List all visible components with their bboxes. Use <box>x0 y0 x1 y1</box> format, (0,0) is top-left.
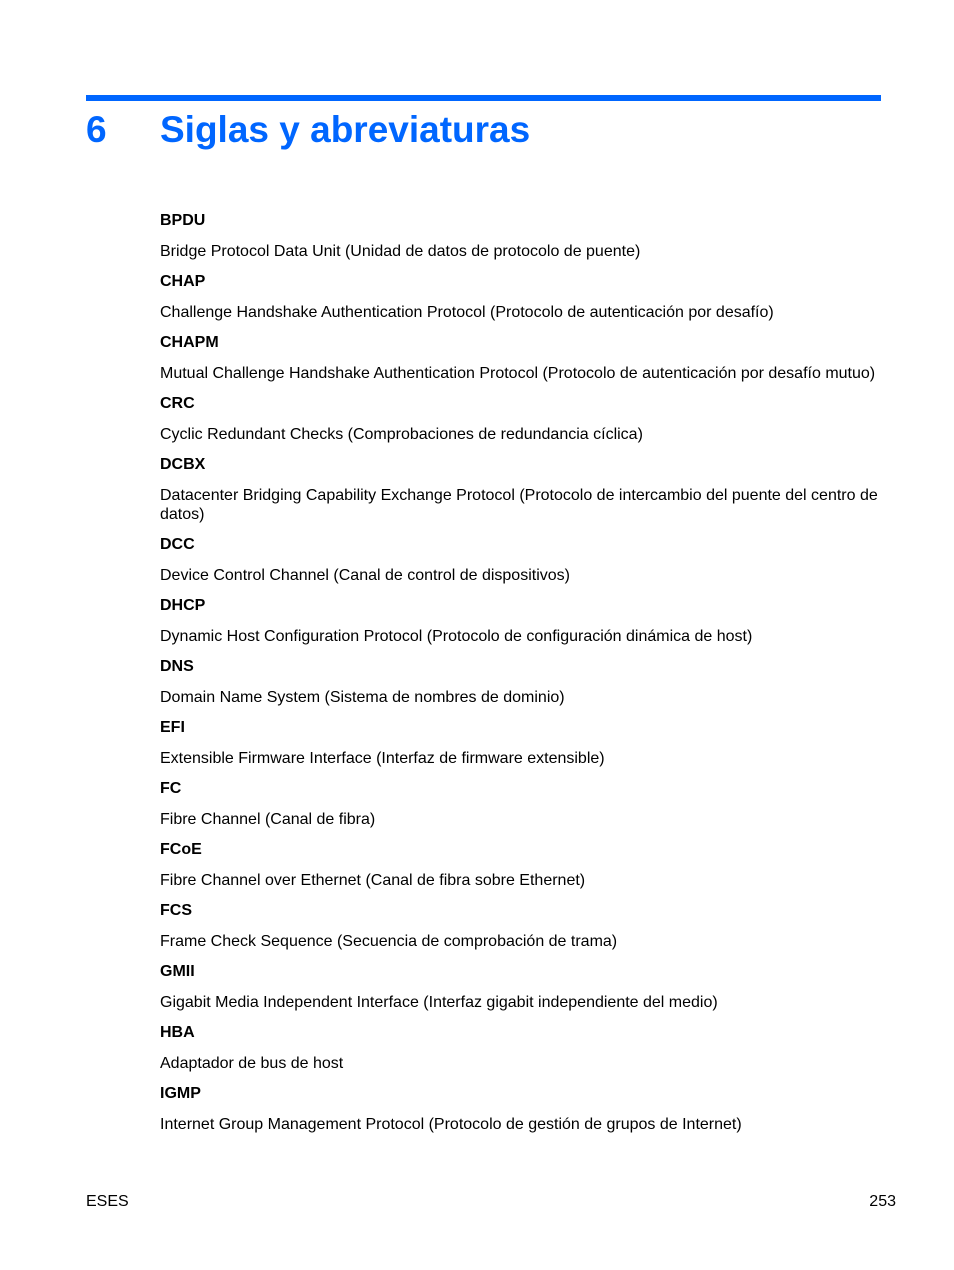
glossary-definition: Challenge Handshake Authentication Protocol (Protocolo de autenticación por desafío) <box>160 304 774 321</box>
glossary-definition: Gigabit Media Independent Interface (Interfaz gigabit independiente del medio) <box>160 994 718 1011</box>
glossary-term: CRC <box>160 395 195 412</box>
glossary-definition: Device Control Channel (Canal de control de dispositivos) <box>160 567 570 584</box>
chapter-title: Siglas y abreviaturas <box>160 109 531 150</box>
glossary-definition: Datacenter Bridging Capability Exchange Protocol (Protocolo de intercambio del puente del centro de datos) <box>160 487 878 523</box>
glossary-definition: Dynamic Host Configuration Protocol (Protocolo de configuración dinámica de host) <box>160 628 753 645</box>
glossary-entry <box>160 840 882 890</box>
glossary-term: FCoE <box>160 841 202 858</box>
glossary-term: DCC <box>160 536 195 553</box>
glossary-term: DCBX <box>160 456 206 473</box>
glossary-entry <box>160 596 882 646</box>
glossary-term: GMII <box>160 963 195 980</box>
glossary-entry <box>160 779 882 829</box>
glossary-entry <box>160 272 882 322</box>
glossary-definition: Bridge Protocol Data Unit (Unidad de datos de protocolo de puente) <box>160 243 641 260</box>
glossary-definition: Fibre Channel over Ethernet (Canal de fibra sobre Ethernet) <box>160 872 586 889</box>
glossary-term: BPDU <box>160 212 206 229</box>
glossary-entry <box>160 1023 882 1073</box>
page-number: 253 <box>869 1193 896 1210</box>
glossary-term: DHCP <box>160 597 206 614</box>
glossary-entry <box>160 962 882 1012</box>
glossary-term: CHAPM <box>160 334 219 351</box>
glossary-entry <box>160 1084 882 1134</box>
glossary-entry <box>160 718 882 768</box>
glossary-entry <box>160 455 882 524</box>
glossary-definition: Adaptador de bus de host <box>160 1055 344 1072</box>
glossary-definition: Mutual Challenge Handshake Authentication Protocol (Protocolo de autenticación por desafío mutuo) <box>160 365 876 382</box>
glossary-definition: Cyclic Redundant Checks (Comprobaciones de redundancia cíclica) <box>160 426 643 443</box>
glossary-entry <box>160 901 882 951</box>
glossary-definition: Fibre Channel (Canal de fibra) <box>160 811 376 828</box>
chapter-number: 6 <box>86 109 107 150</box>
glossary-entry <box>160 657 882 707</box>
glossary-term: EFI <box>160 719 185 736</box>
glossary-entry <box>160 394 882 444</box>
glossary-term: HBA <box>160 1024 195 1041</box>
glossary-term: DNS <box>160 658 194 675</box>
glossary-entry <box>160 333 882 383</box>
glossary-definition: Extensible Firmware Interface (Interfaz de firmware extensible) <box>160 750 605 767</box>
glossary-definition: Domain Name System (Sistema de nombres de dominio) <box>160 689 565 706</box>
glossary-definition: Frame Check Sequence (Secuencia de comprobación de trama) <box>160 933 618 950</box>
glossary-list <box>160 211 882 1145</box>
glossary-term: CHAP <box>160 273 206 290</box>
footer-locale-code: ESES <box>86 1193 129 1210</box>
glossary-term: FC <box>160 780 182 797</box>
glossary-entry <box>160 211 882 261</box>
glossary-term: IGMP <box>160 1085 201 1102</box>
glossary-term: FCS <box>160 902 192 919</box>
glossary-entry <box>160 535 882 585</box>
chapter-rule <box>86 95 881 101</box>
glossary-definition: Internet Group Management Protocol (Protocolo de gestión de grupos de Internet) <box>160 1116 742 1133</box>
